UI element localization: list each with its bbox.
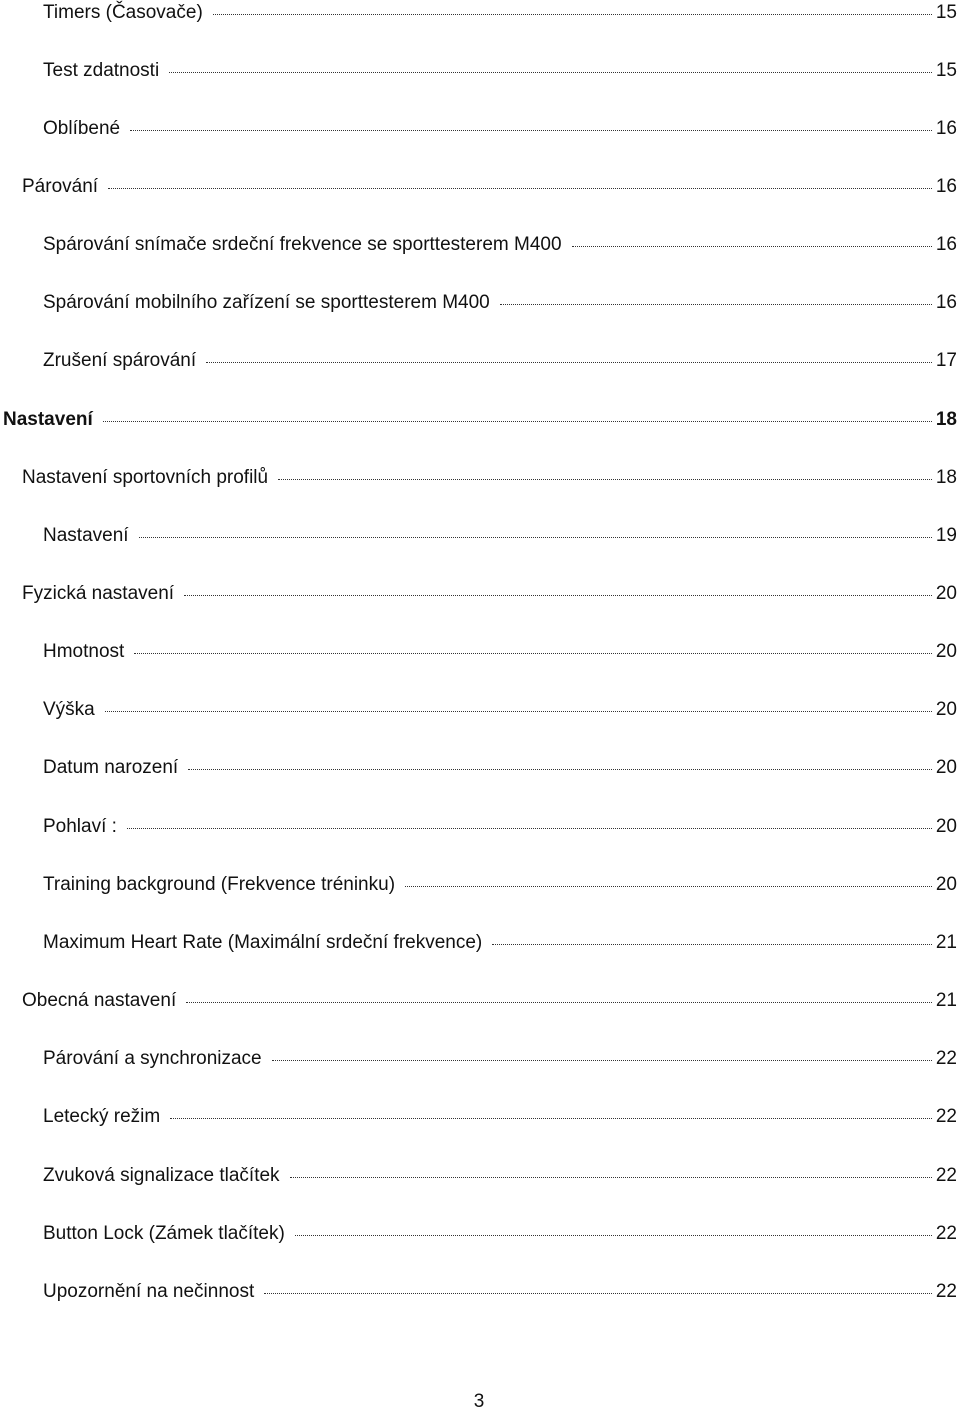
toc-entry-page: 20 bbox=[935, 757, 957, 778]
toc-entry-obecna-nastaveni[interactable] bbox=[0, 986, 957, 1016]
toc-entry-nastaveni-sportovnich-profilu[interactable] bbox=[0, 463, 957, 493]
toc-entry-title: Upozornění na nečinnost bbox=[43, 1281, 255, 1302]
toc-entry-sparovani-snimace[interactable] bbox=[0, 230, 957, 260]
toc-dot-leader bbox=[492, 944, 932, 945]
toc-dot-leader bbox=[213, 14, 932, 15]
toc-dot-leader bbox=[405, 886, 932, 887]
toc-entry-sparovani-mobilniho[interactable] bbox=[0, 288, 957, 318]
toc-entry-page: 20 bbox=[935, 583, 957, 604]
toc-entry-upozorneni-na-necinnost[interactable] bbox=[0, 1277, 957, 1307]
toc-entry-oblibene[interactable] bbox=[0, 114, 957, 144]
toc-entry-title: Párování bbox=[22, 176, 99, 197]
toc-entry-page: 20 bbox=[935, 641, 957, 662]
toc-entry-page: 20 bbox=[935, 699, 957, 720]
toc-entry-title: Oblíbené bbox=[43, 118, 121, 139]
toc-entry-page: 18 bbox=[935, 467, 957, 488]
toc-entry-title: Obecná nastavení bbox=[22, 990, 177, 1011]
toc-dot-leader bbox=[134, 653, 932, 654]
toc-dot-leader bbox=[105, 711, 932, 712]
toc-dot-leader bbox=[103, 421, 932, 422]
toc-entry-title: Zrušení spárování bbox=[43, 350, 197, 371]
toc-entry-title: Nastavení bbox=[3, 409, 93, 430]
toc-dot-leader bbox=[572, 246, 932, 247]
toc-entry-page: 16 bbox=[935, 292, 957, 313]
toc-entry-test-zdatnosti[interactable] bbox=[0, 56, 957, 86]
toc-entry-timers[interactable] bbox=[0, 0, 957, 28]
toc-entry-title: Timers (Časovače) bbox=[43, 2, 203, 23]
toc-entry-title: Hmotnost bbox=[43, 641, 125, 662]
toc-entry-fyzicka-nastaveni[interactable] bbox=[0, 579, 957, 609]
toc-entry-page: 20 bbox=[935, 816, 957, 837]
toc-entry-page: 22 bbox=[935, 1048, 957, 1069]
toc-entry-title: Training background (Frekvence tréninku) bbox=[43, 874, 396, 895]
toc-dot-leader bbox=[290, 1177, 932, 1178]
toc-entry-title: Párování a synchronizace bbox=[43, 1048, 262, 1069]
toc-entry-page: 22 bbox=[935, 1223, 957, 1244]
toc-entry-title: Zvuková signalizace tlačítek bbox=[43, 1165, 280, 1186]
toc-entry-page: 16 bbox=[935, 234, 957, 255]
toc-entry-title: Spárování mobilního zařízení se sporttesterem M400 bbox=[43, 292, 490, 313]
toc-entry-maximum-heart-rate[interactable] bbox=[0, 928, 957, 958]
toc-entry-training-background[interactable] bbox=[0, 870, 957, 900]
toc-entry-parovani[interactable] bbox=[0, 172, 957, 202]
toc-entry-page: 20 bbox=[935, 874, 957, 895]
toc-entry-letecky-rezim[interactable] bbox=[0, 1102, 957, 1132]
toc-entry-title: Datum narození bbox=[43, 757, 179, 778]
toc-entry-nastaveni[interactable] bbox=[0, 521, 957, 551]
toc-dot-leader bbox=[206, 362, 932, 363]
toc-dot-leader bbox=[127, 828, 932, 829]
toc-entry-hmotnost[interactable] bbox=[0, 637, 957, 667]
toc-dot-leader bbox=[264, 1293, 932, 1294]
toc-entry-title: Spárování snímače srdeční frekvence se sporttesterem M400 bbox=[43, 234, 562, 255]
toc-entry-title: Nastavení sportovních profilů bbox=[22, 467, 269, 488]
toc-dot-leader bbox=[130, 130, 932, 131]
toc-dot-leader bbox=[295, 1235, 932, 1236]
toc-entry-parovani-a-synchronizace[interactable] bbox=[0, 1044, 957, 1074]
toc-entry-page: 16 bbox=[935, 118, 957, 139]
toc-entry-button-lock[interactable] bbox=[0, 1219, 957, 1249]
toc-entry-title: Pohlaví : bbox=[43, 816, 117, 837]
toc-entry-title: Button Lock (Zámek tlačítek) bbox=[43, 1223, 285, 1244]
toc-entry-zvukova-signalizace[interactable] bbox=[0, 1161, 957, 1191]
toc-entry-page: 22 bbox=[935, 1106, 957, 1127]
toc-entry-page: 18 bbox=[935, 409, 957, 430]
toc-dot-leader bbox=[169, 72, 932, 73]
toc-entry-page: 21 bbox=[935, 932, 957, 953]
toc-dot-leader bbox=[184, 595, 932, 596]
toc-entry-page: 17 bbox=[935, 350, 957, 371]
toc-dot-leader bbox=[278, 479, 932, 480]
page-number: 3 bbox=[473, 1391, 485, 1412]
toc-entry-title: Fyzická nastavení bbox=[22, 583, 175, 604]
toc-entry-title: Nastavení bbox=[43, 525, 129, 546]
toc-entry-page: 22 bbox=[935, 1281, 957, 1302]
toc-dot-leader bbox=[188, 769, 932, 770]
toc-entry-zruseni-sparovani[interactable] bbox=[0, 346, 957, 376]
toc-entry-page: 16 bbox=[935, 176, 957, 197]
toc-entry-pohlavi[interactable] bbox=[0, 812, 957, 842]
toc-entry-page: 22 bbox=[935, 1165, 957, 1186]
toc-entry-page: 15 bbox=[935, 60, 957, 81]
toc-dot-leader bbox=[500, 304, 932, 305]
toc-entry-datum-narozeni[interactable] bbox=[0, 753, 957, 783]
toc-dot-leader bbox=[186, 1002, 932, 1003]
toc-dot-leader bbox=[139, 537, 932, 538]
toc-entry-page: 15 bbox=[935, 2, 957, 23]
toc-entry-title: Letecký režim bbox=[43, 1106, 161, 1127]
toc-dot-leader bbox=[170, 1118, 932, 1119]
toc-dot-leader bbox=[272, 1060, 932, 1061]
toc-dot-leader bbox=[108, 188, 932, 189]
toc-entry-nastaveni-chapter[interactable] bbox=[0, 405, 957, 435]
toc-entry-vyska[interactable] bbox=[0, 695, 957, 725]
toc-entry-page: 19 bbox=[935, 525, 957, 546]
toc-entry-title: Test zdatnosti bbox=[43, 60, 160, 81]
toc-entry-title: Maximum Heart Rate (Maximální srdeční frekvence) bbox=[43, 932, 483, 953]
toc-entry-title: Výška bbox=[43, 699, 95, 720]
toc-entry-page: 21 bbox=[935, 990, 957, 1011]
